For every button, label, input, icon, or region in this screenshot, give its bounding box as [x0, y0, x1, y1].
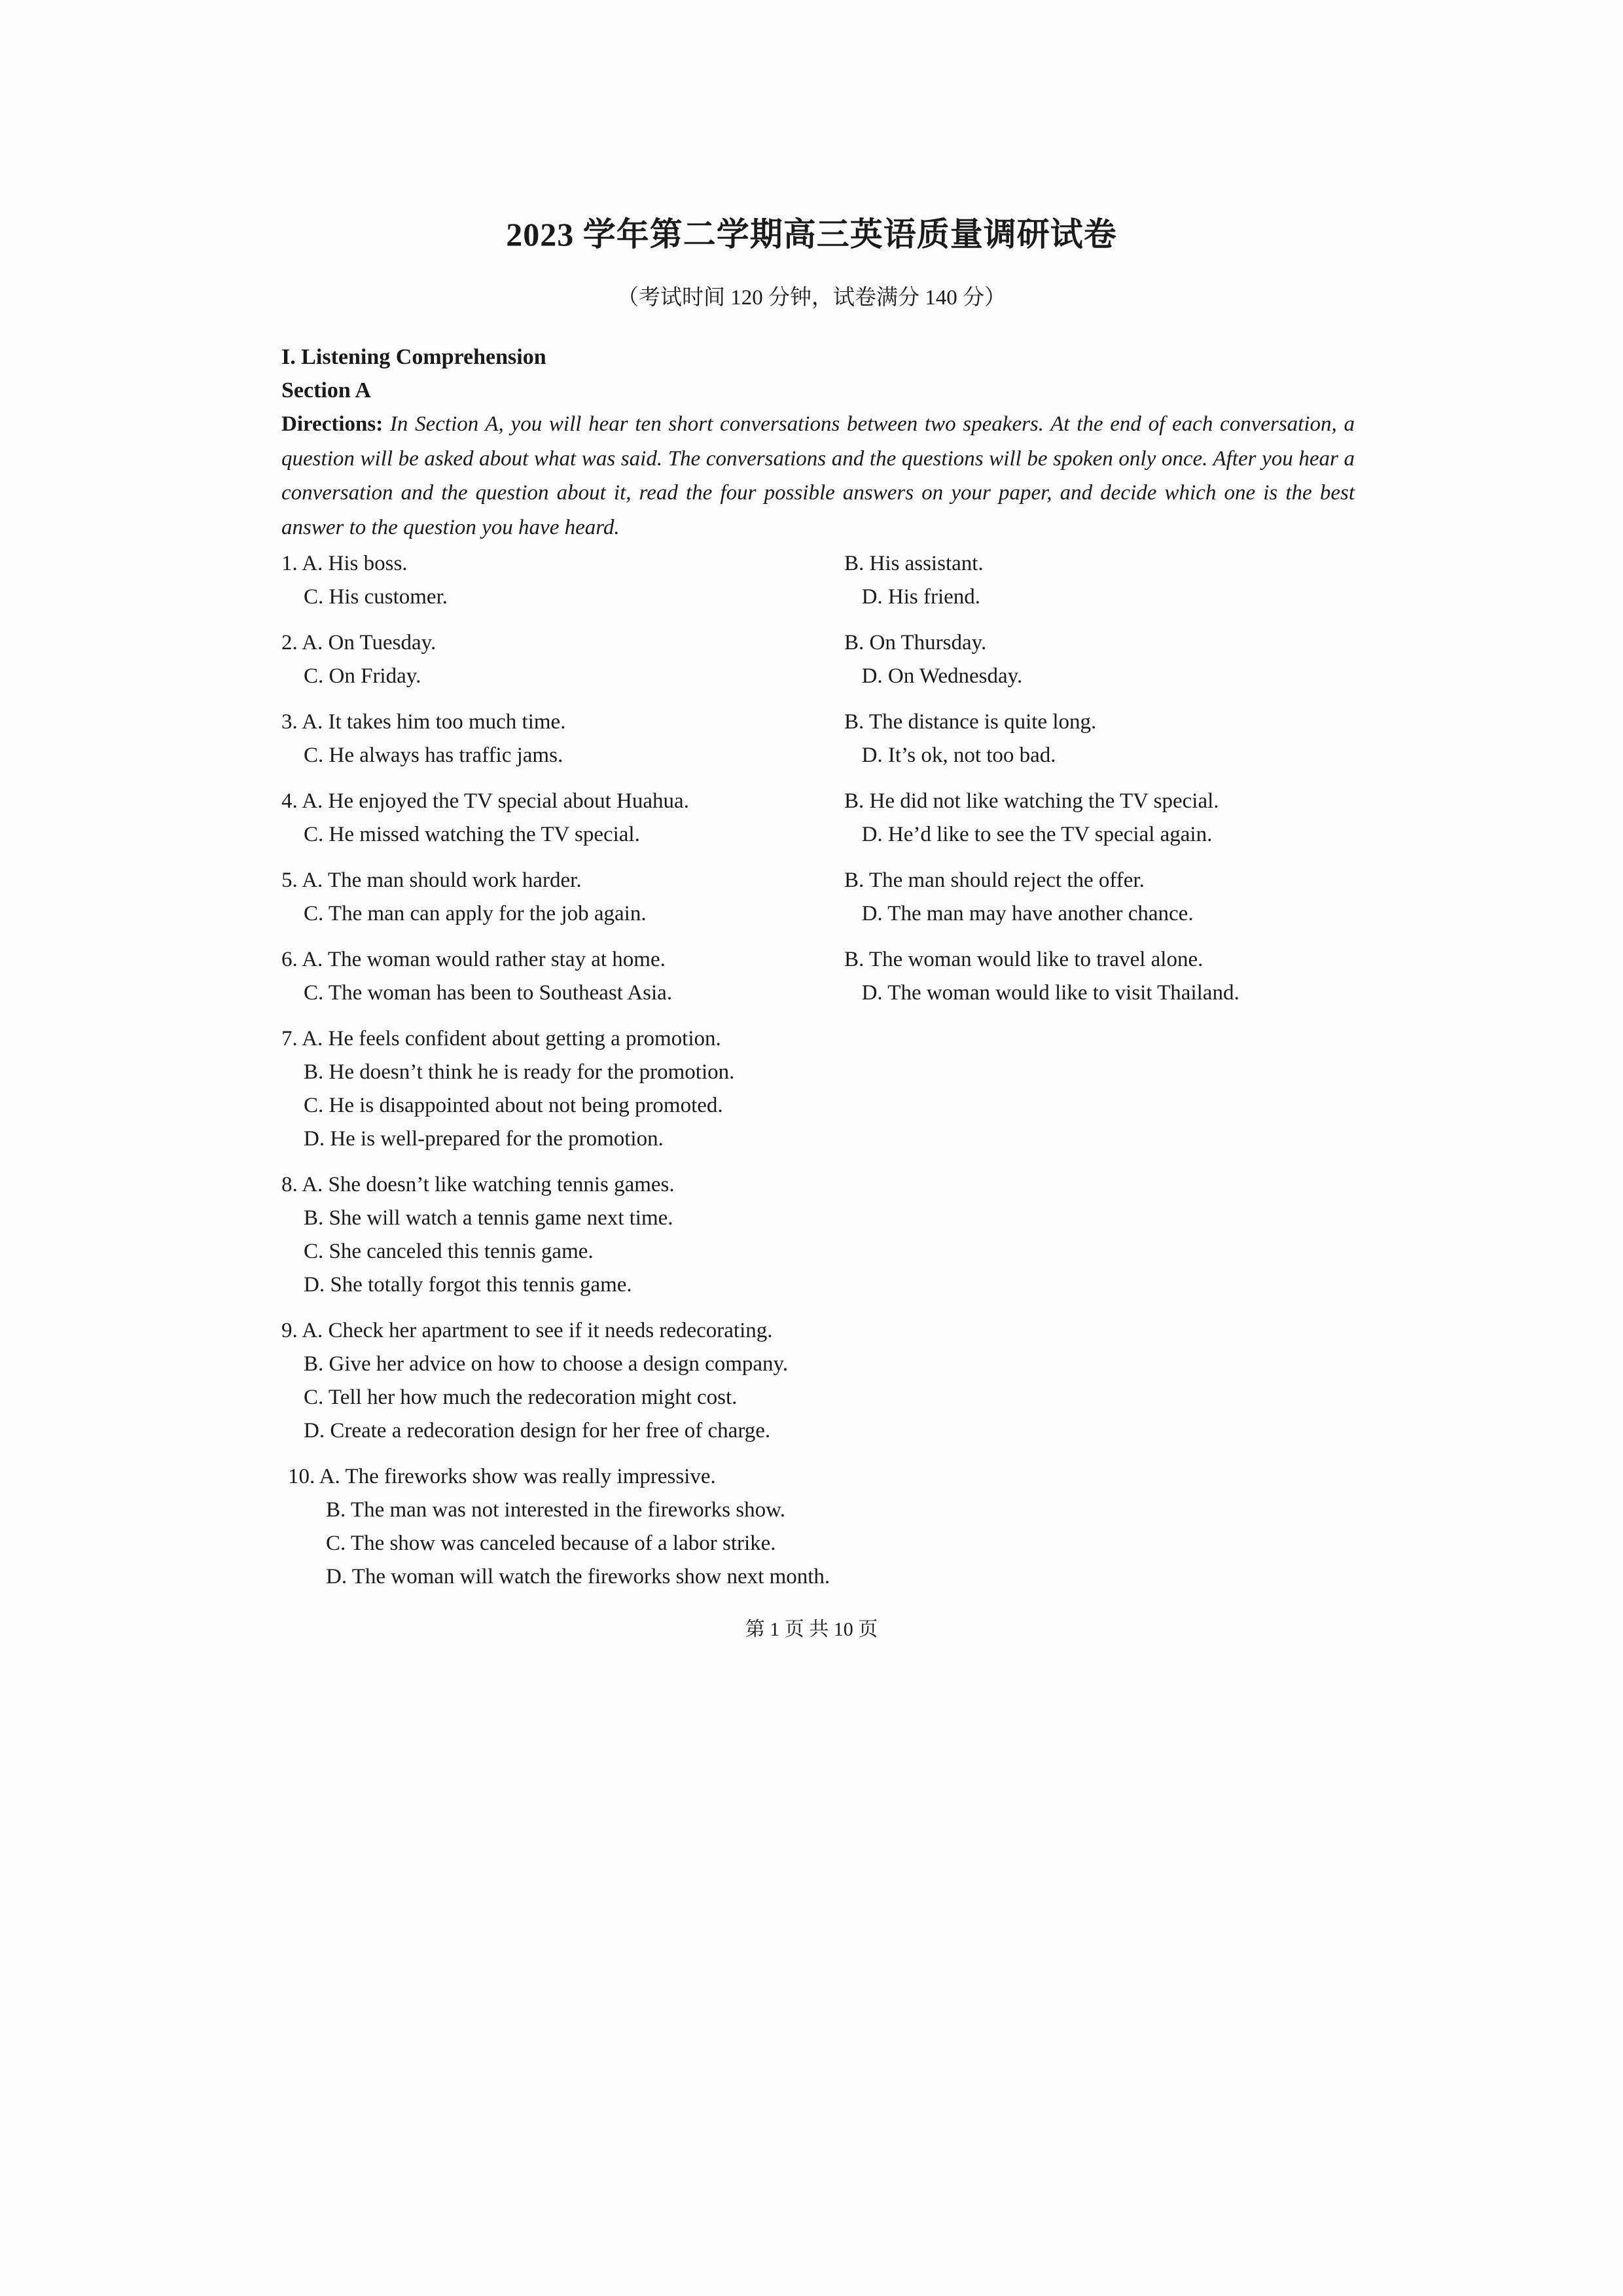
question-1 — [281, 547, 1355, 614]
option-c: C. He always has traffic jams. — [304, 744, 563, 767]
question-9 — [281, 1314, 1355, 1448]
part-heading: I. Listening Comprehension — [281, 345, 546, 369]
option-b: B. He did not like watching the TV special. — [844, 789, 1219, 813]
option-a: A. On Tuesday. — [302, 631, 437, 655]
option-d: D. He’d like to see the TV special again. — [861, 823, 1213, 846]
option-a: A. He feels confident about getting a promotion. — [302, 1027, 721, 1050]
question-number: 3. — [281, 710, 298, 734]
option-a: A. His boss. — [302, 552, 408, 575]
question-5 — [281, 864, 1355, 931]
option-a: A. The woman would rather stay at home. — [302, 948, 666, 971]
question-list — [281, 547, 1355, 1594]
question-2 — [281, 626, 1355, 693]
option-a: A. It takes him too much time. — [302, 710, 566, 734]
option-c: C. He missed watching the TV special. — [304, 823, 640, 846]
option-a: A. She doesn’t like watching tennis games. — [302, 1173, 675, 1196]
option-d: D. The woman will watch the fireworks show next month. — [326, 1565, 830, 1588]
option-c: C. She canceled this tennis game. — [304, 1240, 594, 1263]
exam-content — [281, 340, 1355, 1606]
exam-title: 2023 学年第二学期高三英语质量调研试卷 — [506, 216, 1117, 253]
option-c: C. Tell her how much the redecoration might cost. — [304, 1386, 738, 1409]
question-number: 5. — [281, 869, 298, 892]
option-c: C. The man can apply for the job again. — [304, 902, 647, 925]
option-d: D. The man may have another chance. — [861, 902, 1194, 925]
option-b: B. Give her advice on how to choose a design company. — [304, 1352, 789, 1376]
option-c: C. The woman has been to Southeast Asia. — [304, 981, 673, 1005]
section-heading: Section A — [281, 378, 371, 403]
option-d: D. The woman would like to visit Thailand. — [861, 981, 1240, 1005]
option-c: C. His customer. — [304, 585, 448, 609]
option-a: A. The fireworks show was really impressive. — [319, 1465, 716, 1488]
question-6 — [281, 943, 1355, 1010]
option-d: D. His friend. — [861, 585, 981, 609]
option-b: B. The distance is quite long. — [844, 710, 1097, 734]
question-number: 9. — [281, 1319, 298, 1342]
option-d: D. On Wednesday. — [861, 664, 1023, 688]
question-number: 6. — [281, 948, 298, 971]
question-10 — [281, 1460, 1355, 1594]
option-b: B. His assistant. — [844, 552, 984, 575]
option-c: C. The show was canceled because of a labor strike. — [326, 1532, 776, 1555]
option-d: D. It’s ok, not too bad. — [861, 744, 1056, 767]
option-b: B. The woman would like to travel alone. — [844, 948, 1204, 971]
question-3 — [281, 706, 1355, 772]
option-d: D. He is well-prepared for the promotion. — [304, 1127, 664, 1151]
option-b: B. The man was not interested in the fireworks show. — [326, 1498, 786, 1522]
question-7 — [281, 1022, 1355, 1156]
option-c: C. He is disappointed about not being promoted. — [304, 1094, 723, 1117]
directions-text: In Section A, you will hear ten short conversations between two speakers. At the end of each conversation, a question will be asked about what was said. The conversations and the questions will be spoken only once. After you hear a conversation and the question about it, read the four possible answers on your paper, and decide which one is the best answer to the question you have heard. — [281, 412, 1355, 539]
exam-subtitle: （考试时间 120 分钟，试卷满分 140 分） — [617, 286, 1006, 310]
option-a: A. The man should work harder. — [302, 869, 582, 892]
question-number: 7. — [281, 1027, 298, 1050]
question-number: 10. — [288, 1465, 315, 1488]
option-d: D. She totally forgot this tennis game. — [304, 1273, 632, 1297]
directions-label: Directions: — [281, 412, 383, 436]
option-b: B. The man should reject the offer. — [844, 869, 1145, 892]
option-b: B. On Thursday. — [844, 631, 987, 655]
question-4 — [281, 785, 1355, 852]
question-number: 8. — [281, 1173, 298, 1196]
page-number: 第 1 页 共 10 页 — [745, 1619, 878, 1640]
question-number: 4. — [281, 789, 298, 813]
option-d: D. Create a redecoration design for her free of charge. — [304, 1419, 771, 1443]
option-b: B. She will watch a tennis game next time. — [304, 1206, 673, 1230]
option-a: A. He enjoyed the TV special about Huahua. — [302, 789, 689, 813]
question-8 — [281, 1168, 1355, 1302]
directions — [281, 407, 1355, 545]
option-c: C. On Friday. — [304, 664, 421, 688]
question-number: 2. — [281, 631, 298, 655]
option-a: A. Check her apartment to see if it needs redecorating. — [302, 1319, 773, 1342]
option-b: B. He doesn’t think he is ready for the promotion. — [304, 1060, 735, 1084]
question-number: 1. — [281, 552, 298, 575]
